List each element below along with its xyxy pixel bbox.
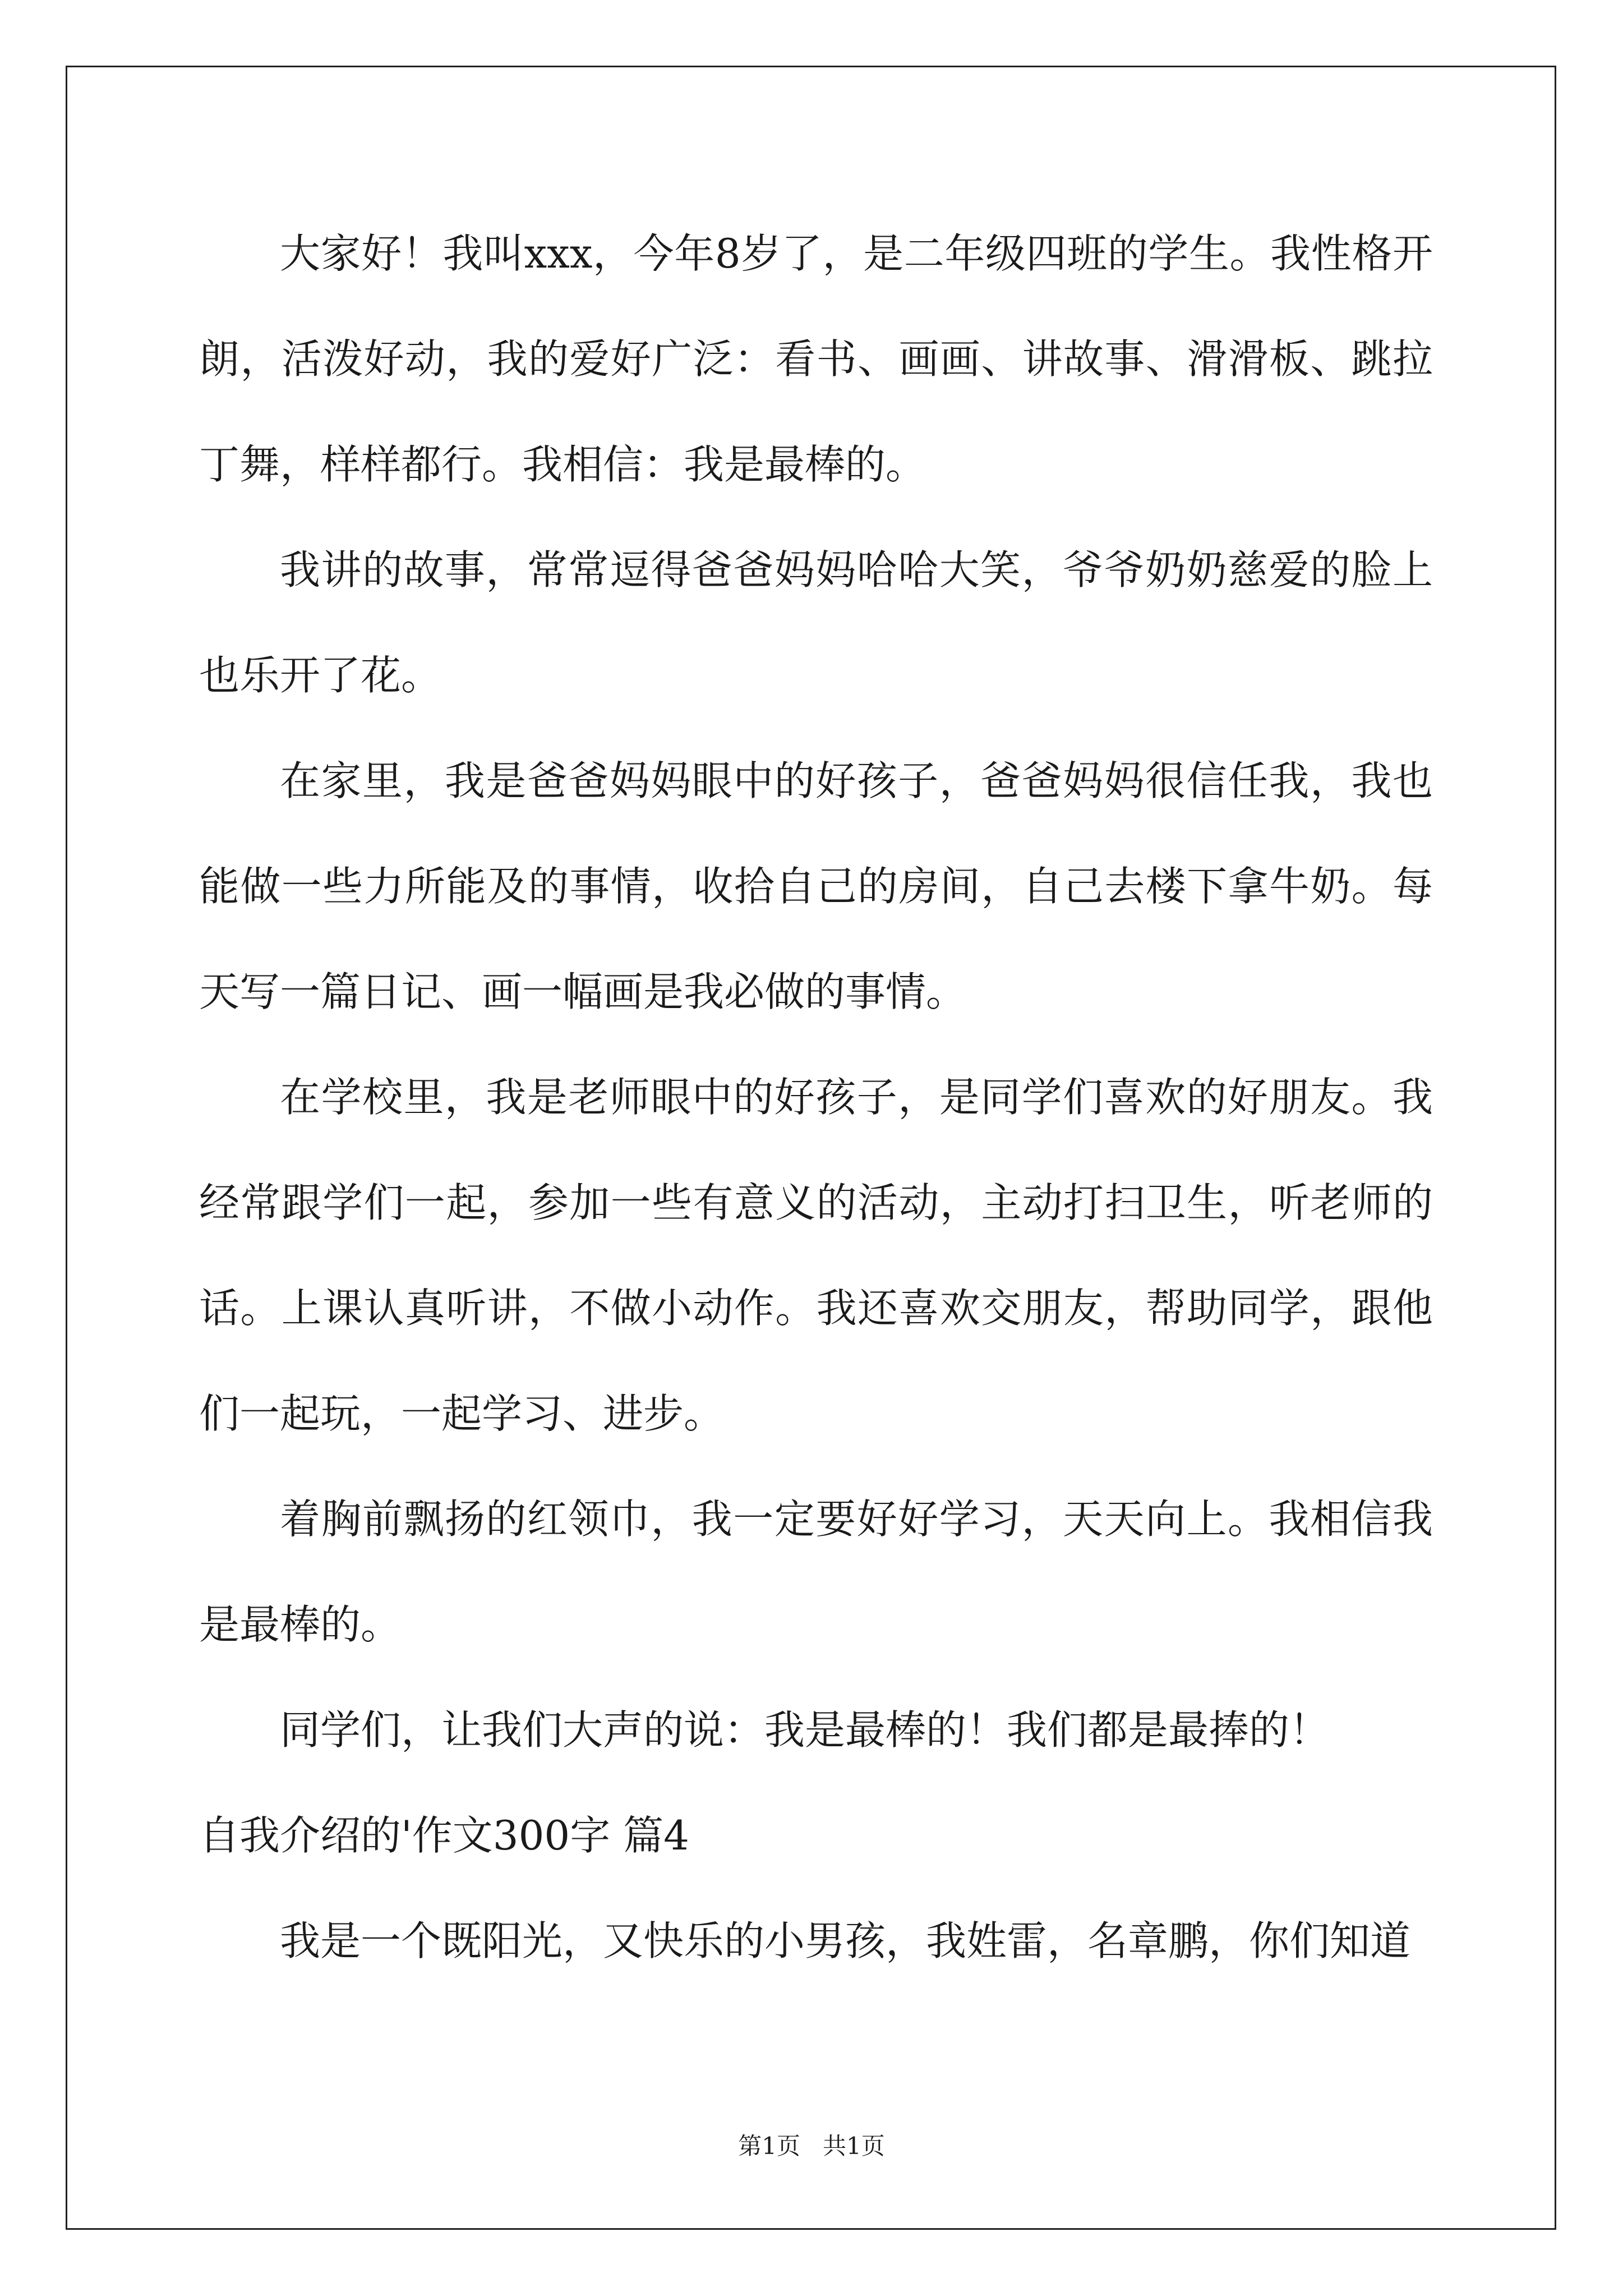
paragraph-3: 在家里，我是爸爸妈妈眼中的好孩子，爸爸妈妈很信任我，我也能做一些力所能及的事情，收拾自己的房间，自己去楼下拿牛奶。每天写一篇日记、画一幅画是我必做的事情。 bbox=[199, 757, 1433, 1015]
paragraph-4: 在学校里，我是老师眼中的好孩子，是同学们喜欢的好朋友。我经常跟学们一起，参加一些有意义的活动，主动打扫卫生，听老师的话。上课认真听讲，不做小动作。我还喜欢交朋友，帮助同学，跟他们一起玩，一起学习、进步。 bbox=[199, 1074, 1433, 1437]
paragraph-1: 大家好！我叫xxx，今年8岁了，是二年级四班的学生。我性格开朗，活泼好动，我的爱好广泛：看书、画画、讲故事、滑滑板、跳拉丁舞，样样都行。我相信：我是最棒的。 bbox=[199, 230, 1433, 488]
paragraph-5: 着胸前飘扬的红领巾，我一定要好好学习，天天向上。我相信我是最棒的。 bbox=[199, 1496, 1433, 1648]
page-footer: 第1页 共1页 bbox=[738, 2132, 885, 2160]
paragraph-2: 我讲的故事，常常逗得爸爸妈妈哈哈大笑，爷爷奶奶慈爱的脸上也乐开了花。 bbox=[199, 546, 1433, 699]
paragraph-7: 我是一个既阳光，又快乐的小男孩，我姓雷，名章鹏，你们知道 bbox=[280, 1917, 1411, 1964]
section-heading: 自我介绍的'作文300字 篇4 bbox=[199, 1812, 689, 1859]
paragraph-6: 同学们，让我们大声的说：我是最棒的！我们都是最捧的！ bbox=[280, 1706, 1330, 1754]
document-body bbox=[199, 201, 1433, 1994]
